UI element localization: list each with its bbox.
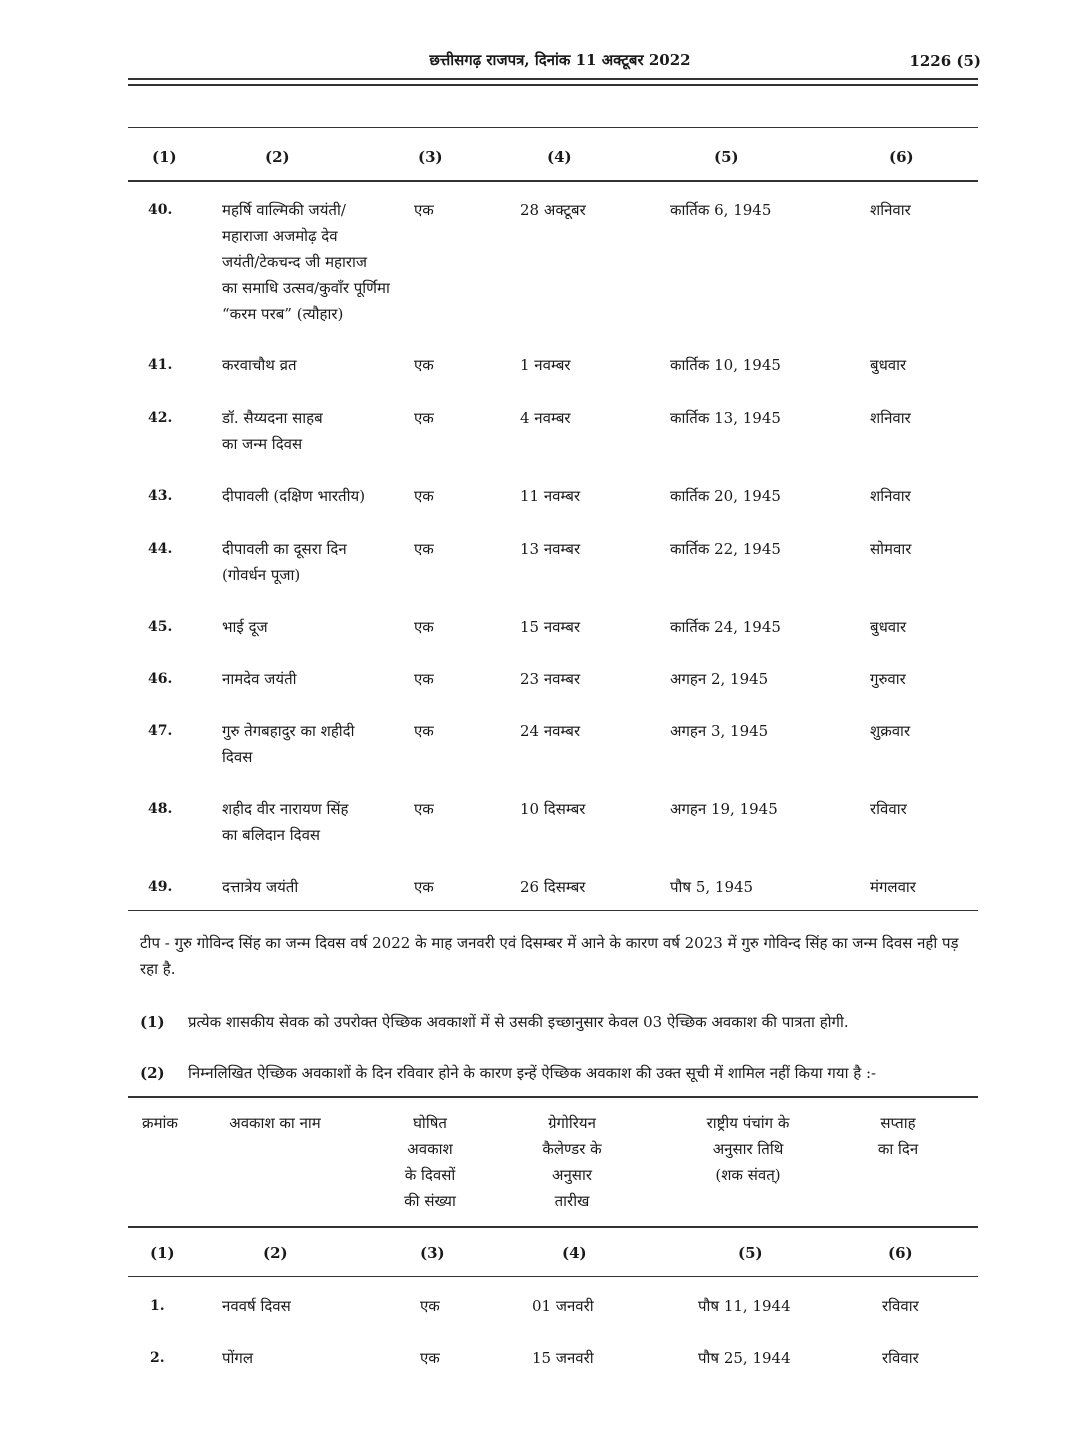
- column-header-line: के दिवसों: [404, 1166, 456, 1184]
- shaka-date: कार्तिक 22, 1945: [670, 540, 781, 558]
- shaka-date: पौष 11, 1944: [698, 1297, 791, 1315]
- column-number: (3): [420, 1244, 445, 1262]
- holiday-name-line: डॉ. सैय्यदना साहब: [222, 409, 323, 427]
- column-number: (5): [738, 1244, 763, 1262]
- column-header-line: अवकाश का नाम: [229, 1114, 321, 1132]
- holiday-name-line: का जन्म दिवस: [222, 435, 303, 453]
- shaka-date: कार्तिक 24, 1945: [670, 618, 781, 636]
- holiday-name-line: महर्षि वाल्मिकी जयंती/: [222, 201, 346, 219]
- shaka-date: पौष 5, 1945: [670, 878, 754, 896]
- paragraph-2: [140, 1063, 876, 1083]
- gazette-title: छत्तीसगढ़ राजपत्र, दिनांक 11 अक्टूबर 2022: [429, 51, 691, 69]
- serial-number: 41.: [148, 357, 173, 373]
- serial-number: 1.: [150, 1298, 165, 1314]
- weekday: शनिवार: [870, 409, 911, 427]
- column-header-line: घोषित: [413, 1114, 447, 1132]
- header-rule-1: [128, 78, 978, 80]
- column-header-line: अनुसार तिथि: [712, 1140, 784, 1158]
- holiday-name-line: (गोवर्धन पूजा): [222, 566, 301, 584]
- column-number: (4): [547, 148, 572, 166]
- table2-top-rule: [128, 1096, 978, 1098]
- column-header-line: का दिन: [877, 1140, 919, 1158]
- serial-number: 49.: [148, 879, 173, 895]
- column-header-line: क्रमांक: [142, 1114, 178, 1132]
- column-header-line: (शक संवत्): [715, 1166, 781, 1184]
- weekday: रविवार: [882, 1349, 919, 1367]
- serial-number: 45.: [148, 619, 173, 635]
- shaka-date: कार्तिक 10, 1945: [670, 356, 781, 374]
- serial-number: 42.: [148, 410, 173, 426]
- days-count: एक: [420, 1297, 440, 1315]
- holiday-name-line: का समाधि उत्सव/कुवाँर पूर्णिमा: [222, 279, 390, 297]
- days-count: एक: [414, 618, 434, 636]
- days-count: एक: [414, 356, 434, 374]
- gregorian-date: 26 दिसम्बर: [520, 878, 586, 896]
- column-header-line: राष्ट्रीय पंचांग के: [706, 1114, 790, 1132]
- gregorian-date: 01 जनवरी: [532, 1297, 594, 1315]
- paragraph-1: [140, 1012, 849, 1032]
- serial-number: 46.: [148, 671, 173, 687]
- weekday: रविवार: [882, 1297, 919, 1315]
- shaka-date: कार्तिक 13, 1945: [670, 409, 781, 427]
- serial-number: 47.: [148, 723, 173, 739]
- paragraph-number: (1): [140, 1013, 165, 1031]
- column-number: (1): [152, 148, 177, 166]
- page-number: 1226 (5): [909, 52, 981, 70]
- column-header-line: सप्ताह: [880, 1114, 916, 1132]
- shaka-date: पौष 25, 1944: [698, 1349, 791, 1367]
- table1-top-rule: [128, 127, 978, 128]
- gregorian-date: 28 अक्टूबर: [520, 201, 586, 219]
- holiday-name-line: करवाचौथ व्रत: [222, 356, 297, 374]
- gregorian-date: 15 नवम्बर: [520, 618, 581, 636]
- days-count: एक: [414, 722, 434, 740]
- holiday-name-line: महाराजा अजमोढ़ देव: [222, 227, 338, 245]
- gregorian-date: 4 नवम्बर: [520, 409, 571, 427]
- gregorian-date: 23 नवम्बर: [520, 670, 581, 688]
- column-number: (2): [263, 1244, 288, 1262]
- holiday-name-line: शहीद वीर नारायण सिंह: [222, 800, 349, 818]
- days-count: एक: [414, 800, 434, 818]
- column-number: (3): [418, 148, 443, 166]
- gregorian-date: 10 दिसम्बर: [520, 800, 586, 818]
- holiday-name-line: नामदेव जयंती: [222, 670, 297, 688]
- holiday-name: नववर्ष दिवस: [222, 1297, 291, 1315]
- shaka-date: कार्तिक 6, 1945: [670, 201, 772, 219]
- days-count: एक: [414, 878, 434, 896]
- paragraph-text: निम्नलिखित ऐच्छिक अवकाशों के दिन रविवार होने के कारण इन्हें ऐच्छिक अवकाश की उक्त सूची में शामिल नहीं किया गया है :-: [188, 1064, 877, 1082]
- holiday-name-line: दीपावली का दूसरा दिन: [222, 540, 347, 558]
- serial-number: 44.: [148, 541, 173, 557]
- column-header-line: कैलेण्डर के: [542, 1140, 602, 1158]
- holiday-name: पोंगल: [222, 1349, 254, 1367]
- weekday: शनिवार: [870, 487, 911, 505]
- weekday: मंगलवार: [870, 878, 916, 896]
- days-count: एक: [420, 1349, 440, 1367]
- weekday: शुक्रवार: [870, 722, 911, 740]
- weekday: बुधवार: [870, 356, 907, 374]
- gregorian-date: 15 जनवरी: [532, 1349, 594, 1367]
- column-number: (5): [714, 148, 739, 166]
- weekday: गुरुवार: [870, 670, 906, 688]
- table1-header-rule: [128, 180, 978, 182]
- days-count: एक: [414, 670, 434, 688]
- days-count: एक: [414, 540, 434, 558]
- column-header-line: ग्रेगोरियन: [548, 1114, 596, 1132]
- column-header-line: तारीख: [554, 1192, 590, 1210]
- column-number: (6): [889, 148, 914, 166]
- weekday: बुधवार: [870, 618, 907, 636]
- gregorian-date: 24 नवम्बर: [520, 722, 581, 740]
- holiday-name-line: गुरु तेगबहादुर का शहीदी: [222, 722, 355, 740]
- days-count: एक: [414, 487, 434, 505]
- column-number: (1): [150, 1244, 175, 1262]
- shaka-date: अगहन 2, 1945: [670, 670, 769, 688]
- column-header-line: की संख्या: [404, 1192, 456, 1210]
- holiday-name-line: “करम परब” (त्यौहार): [222, 305, 344, 323]
- column-number: (2): [265, 148, 290, 166]
- shaka-date: कार्तिक 20, 1945: [670, 487, 781, 505]
- holiday-name-line: भाई दूज: [222, 618, 268, 636]
- weekday: सोमवार: [870, 540, 912, 558]
- column-number: (4): [562, 1244, 587, 1262]
- serial-number: 43.: [148, 488, 173, 504]
- weekday: शनिवार: [870, 201, 911, 219]
- column-header-line: अनुसार: [552, 1166, 592, 1184]
- table2-header-rule: [128, 1226, 978, 1228]
- shaka-date: अगहन 19, 1945: [670, 800, 778, 818]
- serial-number: 48.: [148, 801, 173, 817]
- header-rule-2: [128, 84, 978, 86]
- paragraph-number: (2): [140, 1064, 165, 1082]
- holiday-name-line: जयंती/टेकचन्द जी महाराज: [222, 253, 368, 271]
- gregorian-date: 1 नवम्बर: [520, 356, 571, 374]
- holiday-name-line: दीपावली (दक्षिण भारतीय): [222, 487, 366, 505]
- paragraph-text: प्रत्येक शासकीय सेवक को उपरोक्त ऐच्छिक अवकाशों में से उसकी इच्छानुसार केवल 03 ऐच्छिक अवकाश की पात्रता होगी.: [188, 1013, 849, 1031]
- gregorian-date: 13 नवम्बर: [520, 540, 581, 558]
- column-header-line: अवकाश: [407, 1140, 453, 1158]
- shaka-date: अगहन 3, 1945: [670, 722, 769, 740]
- days-count: एक: [414, 409, 434, 427]
- holiday-name-line: दत्तात्रेय जयंती: [222, 878, 299, 896]
- table1-bottom-rule: [128, 910, 978, 911]
- holiday-name-line: दिवस: [222, 748, 253, 766]
- holiday-name-line: का बलिदान दिवस: [222, 826, 321, 844]
- note-text: टीप - गुरु गोविन्द सिंह का जन्म दिवस वर्ष 2022 के माह जनवरी एवं दिसम्बर में आने के कारण वर्ष 2023 में गुरु गोविन्द सिंह का जन्म दिवस नही पड़ रहा है.: [140, 934, 959, 978]
- weekday: रविवार: [870, 800, 907, 818]
- serial-number: 40.: [148, 202, 173, 218]
- serial-number: 2.: [150, 1350, 165, 1366]
- gregorian-date: 11 नवम्बर: [520, 487, 581, 505]
- days-count: एक: [414, 201, 434, 219]
- column-number: (6): [888, 1244, 913, 1262]
- table2-numbers-rule: [128, 1276, 978, 1277]
